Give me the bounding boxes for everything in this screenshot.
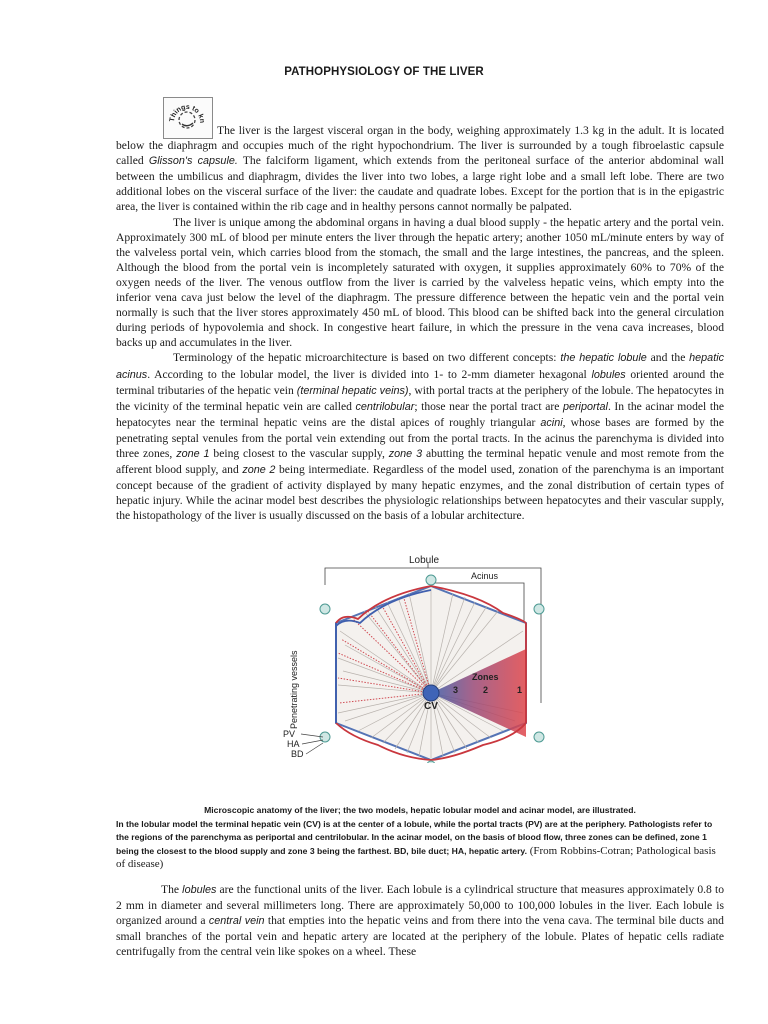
central-vein xyxy=(423,685,439,701)
label-zone-3: 3 xyxy=(453,685,459,695)
paragraph-lobules: The lobules are the functional units of the liver. Each lobule is a cylindrical structure that measures approximately 0.8 to 2 mm in diameter and several millimeters long. There are approximately 50,000 to 100,000 lobules in the liver. Each lobule is organized around a central vein that empties into the hepatic veins and from there into the vena cava. The terminal bile ducts and small branches of the portal vein and hepatic artery are located at the periphery of the lobule. Plates of hepatic cells radiate centrifugally from the central vein like spokes on a wheel. These xyxy=(116,883,725,959)
svg-text:Things to know xyxy=(164,98,205,123)
body-text-upper xyxy=(116,123,724,523)
paragraph-intro: The liver is the largest visceral organ in the body, weighing approximately 1.3 kg in the adult. It is located below the diaphragm and occupies much of the right hypochondrium. The liver is surrounded by a tough fibroelastic capsule called Glisson's capsule. The falciform ligament, which extends from the peritoneal surface of the anterior abdominal wall between the umbilicus and diaphragm, divides the liver into two lobes, a large right lobe and a small left lobe. There are two additional lobes on the visceral surface of the liver: the caudate and quadrate lobes. Except for the portion that is in the epigastric area, the liver is contained within the rib cage and in healthy persons cannot normally be palpated. xyxy=(116,124,725,214)
label-ha: HA xyxy=(287,739,300,749)
label-zone-1: 1 xyxy=(517,685,523,695)
logo-text: Things to kn xyxy=(168,103,206,124)
caption-line-1: Microscopic anatomy of the liver; the two models, hepatic lobular model and acinar model, are illustrated. xyxy=(204,805,636,815)
liver-lobule-diagram xyxy=(283,553,573,763)
page-title: PATHOPHYSIOLOGY OF THE LIVER xyxy=(284,66,484,78)
label-penetrating-vessels: Penetrating vessels xyxy=(289,650,299,729)
label-zones: Zones xyxy=(472,672,499,682)
paragraph-microarchitecture: Terminology of the hepatic microarchitecture is based on two different concepts: the hepatic lobule and the hepatic acinus. According to the lobular model, the liver is divided into 1- to 2-mm diameter hexagonal lobules oriented around the terminal tributaries of the hepatic vein (terminal hepatic veins), with portal tracts at the periphery of the lobule. The hepatocytes in the vicinity of the terminal hepatic vein are called centrilobular; those near the portal tract are periportal. In the acinar model the hepatocytes near the terminal hepatic veins are the distal apices of roughly triangular acini, whose bases are formed by the penetrating septal venules from the portal vein extending out from the portal tracts. In the acinus the parenchyma is divided into three zones, zone 1 being closest to the vascular supply, zone 3 abutting the terminal hepatic venule and most remote from the afferent blood supply, and zone 2 being intermediate. Regardless of the model used, zonation of the parenchyma is an important concept because of the gradient of activity displayed by many hepatic enzymes, and the zonal distribution of certain types of hepatic injury. While the acinar model best describes the physiologic relationships between hepatocytes and their vascular supply, the histopathology of the liver is usually discussed on the basis of a lobular architecture. xyxy=(116,351,725,523)
caption-body: In the lobular model the terminal hepatic vein (CV) is at the center of a lobule, while the portal tracts (PV) are at the periphery. Pathologists refer to the regions of the parenchyma as periportal and centrilobular. In the acinar model, on the basis of blood flow, three zones can be defined, zone 1 being the closest to the blood supply and zone 3 being the farthest. BD, bile duct; HA, hepatic artery. (From Robbins-Cotran; Pathological basis of disease) xyxy=(116,818,716,871)
caption-source: (From Robbins-Cotran; Pathological basis of disease) xyxy=(116,844,716,871)
label-lobule: Lobule xyxy=(409,555,440,566)
label-acinus: Acinus xyxy=(471,571,499,581)
figure-caption xyxy=(116,804,724,872)
body-text-lower xyxy=(116,882,724,959)
label-pv: PV xyxy=(283,729,296,739)
label-zone-2: 2 xyxy=(483,685,489,695)
paragraph-blood-supply: The liver is unique among the abdominal organs in having a dual blood supply - the hepatic artery and the portal vein. Approximately 300 mL of blood per minute enters the liver through the hepatic artery; another 1050 mL/minute enters by way of the valveless portal vein, which carries blood from the stomach, the small and the large intestines, the pancreas, and the spleen. Although the blood from the portal vein is incompletely saturated with oxygen, it supplies approximately 60% to 70% of the oxygen needs of the liver. The venous outflow from the liver is carried by the valveless hepatic veins, which empty into the inferior vena cava just below the level of the diaphragm. The pressure difference between the hepatic vein and the portal vein normally is such that the liver stores approximately 450 mL of blood. This blood can be shifted back into the general circulation during periods of hypovolemia and shock. In congestive heart failure, in which the pressure in the vena cava increases, blood backs up and accumulates in the liver. xyxy=(116,215,724,350)
label-bd: BD xyxy=(291,749,304,759)
glisson-capsule-term: Glisson's capsule. xyxy=(148,155,238,168)
label-cv: CV xyxy=(424,701,438,712)
